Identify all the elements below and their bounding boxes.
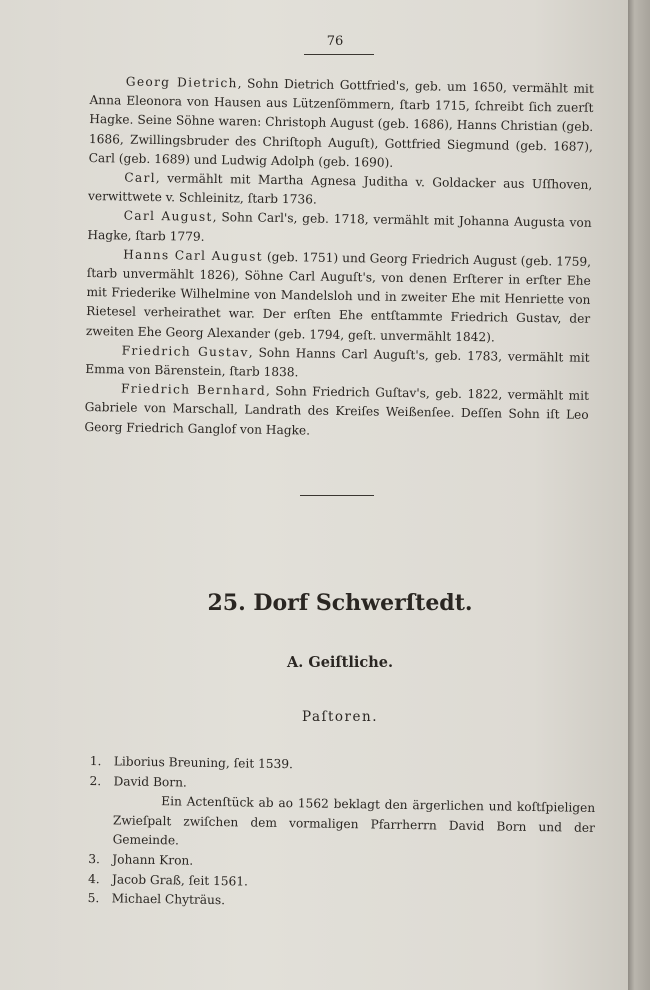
item-text: David Born. <box>113 773 187 790</box>
item-number: 5. <box>87 891 100 906</box>
person-name: Carl August <box>123 208 213 225</box>
genealogy-text <box>84 72 594 445</box>
person-name: Carl <box>124 170 156 186</box>
section-divider <box>300 495 374 496</box>
item-text: Liborius Breuning, ſeit 1539. <box>113 754 294 772</box>
paragraph-text: , Sohn Carl's, geb. 1718, vermählt mit Johanna Augusta von Hagke, ſtarb 1779. <box>87 210 592 244</box>
item-text: Johann Kron. <box>112 852 194 868</box>
paragraph <box>88 72 593 176</box>
item-number: 2. <box>89 773 102 788</box>
pastor-note: Ein Actenſtück ab ao 1562 beklagt den ärgerlichen und koſtſpieligen Zwieſpalt zwiſchen dem vormaligen Pfarrherrn David Born und der Gemeinde. <box>112 794 596 848</box>
item-text: Jacob Graß, ſeit 1561. <box>111 871 249 889</box>
pastor-list <box>88 752 596 917</box>
person-name: Friedrich Gustav <box>121 343 249 360</box>
person-name: Friedrich Bernhard <box>120 381 267 399</box>
paragraph <box>84 379 589 445</box>
item-number: 3. <box>88 851 101 867</box>
page-number: 76 <box>326 34 344 49</box>
person-name: Georg Dietrich <box>125 74 238 91</box>
item-text: Michael Chyträus. <box>111 891 226 908</box>
section-title: 25. Dorf Schwerſtedt. <box>207 590 473 616</box>
header-rule <box>304 54 374 55</box>
section-subtitle: A. Geiſtliche. <box>286 654 394 671</box>
paragraph-text: (geb. 1751) und Georg Friedrich August (geb. 1759, ſtarb unvermählt 1826), Söhne Carl Auguſt's, von denen Erſterer in erſter Ehe mit Friederike Wilhelmine von Mandelsloh und in zweiter Ehe mit Henriette von Rietesel verheirathet war. Der erſten Ehe entſtammte Friedrich Gustav, der zweiten Ehe Georg Alexander (geb. 1794, geſt. unvermählt 1842). <box>85 249 592 345</box>
person-name: Hanns Carl August <box>123 247 264 264</box>
section-subsubtitle: Paſtoren. <box>301 709 378 725</box>
item-number: 4. <box>87 871 100 886</box>
item-number: 1. <box>89 753 102 769</box>
paragraph-text: , vermählt mit Martha Agnesa Juditha v. Goldacker aus Uſſhoven, verwittwete v. Schleinitz, ſtarb 1736. <box>87 171 593 207</box>
paragraph <box>86 245 591 349</box>
paragraph-text: , Sohn Hanns Carl Auguſt's, geb. 1783, vermählt mit Emma von Bärenstein, ſtarb 1838. <box>85 345 590 380</box>
paragraph-text: , Sohn Friedrich Guſtav's, geb. 1822, vermählt mit Gabriele von Marschall, Landrath des Kreiſes Weißenſee. Deſſen Sohn iſt Leo Georg Friedrich Ganglof von Hagke. <box>84 384 590 438</box>
book-page-edge <box>628 0 650 990</box>
paragraph-text: , Sohn Dietrich Gottfried's, geb. um 1650, vermählt mit Anna Eleonora von Hausen aus Lützenſömmern, ſtarb 1715, ſchreibt ſich zuerſt Hagke. Seine Söhne waren: Christoph August (geb. 1686), Hanns Christian (geb. 1686, Zwillingsbruder des Chriſtoph Auguſt), Gottfried Siegmund (geb. 1687), Carl (geb. 1689) und Ludwig Adolph (geb. 1690). <box>88 76 594 170</box>
